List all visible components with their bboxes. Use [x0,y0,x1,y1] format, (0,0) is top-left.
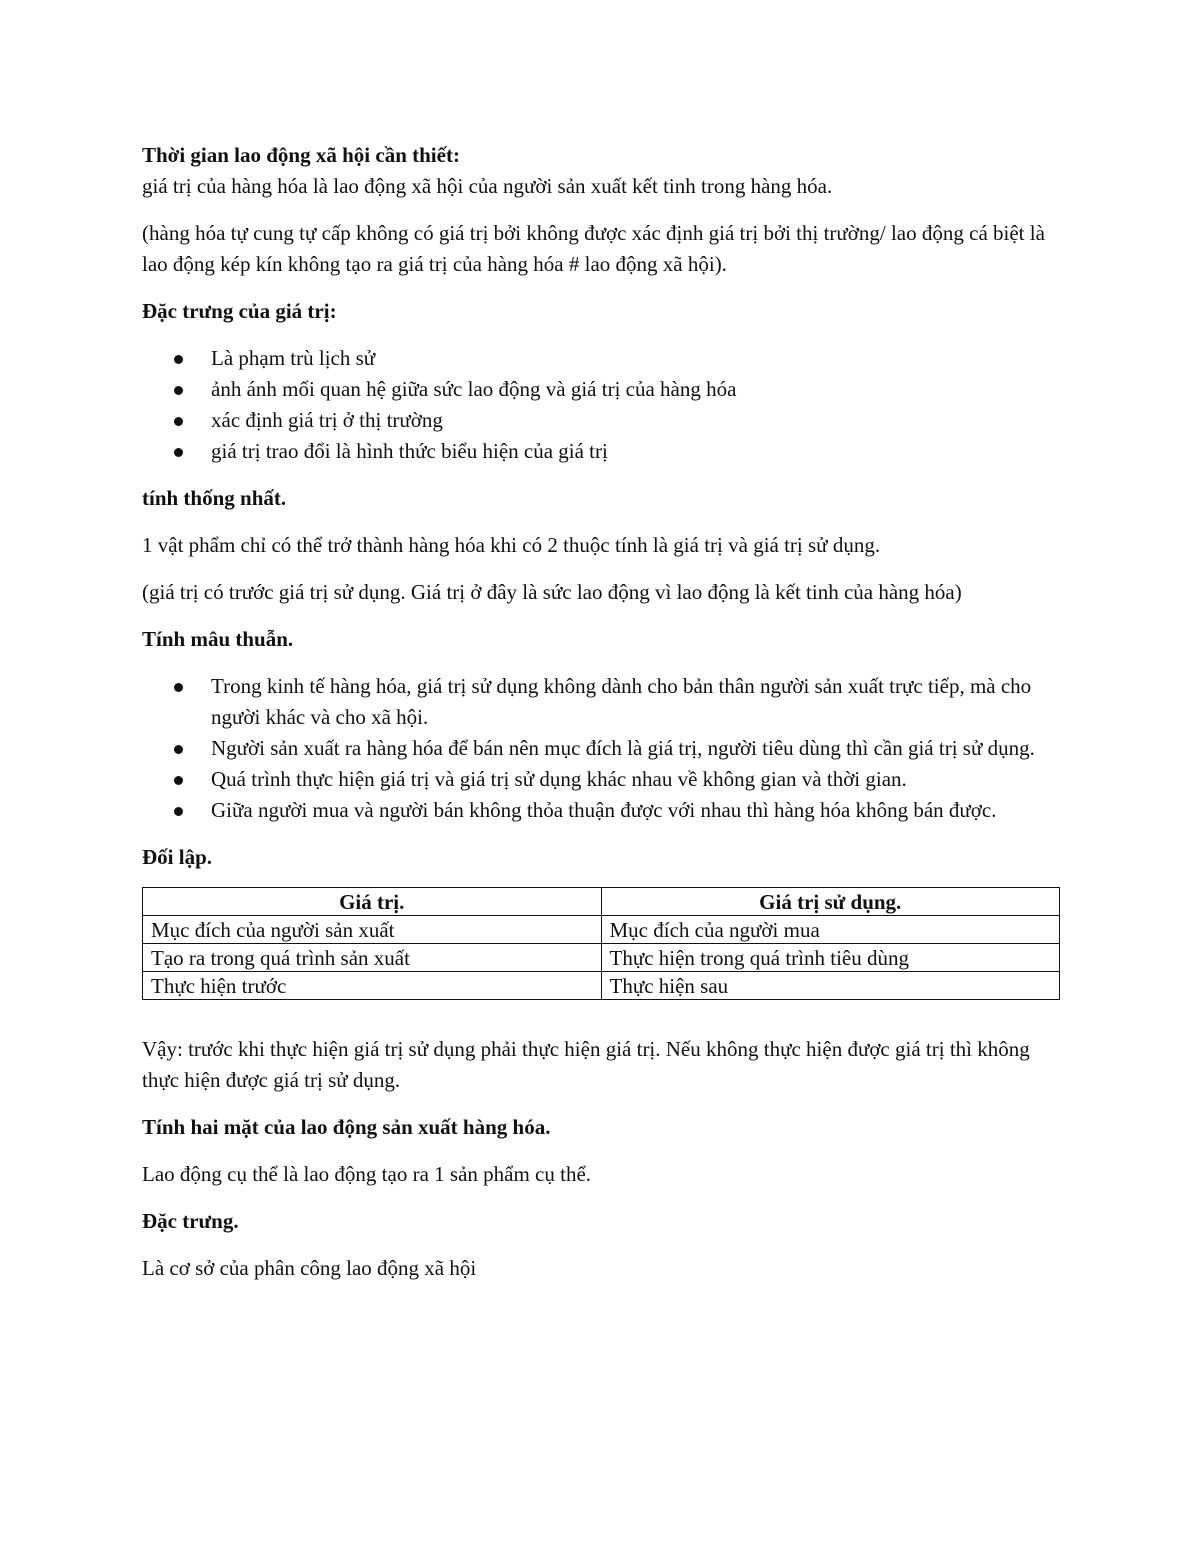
heading-tinh-thong-nhat: tính thống nhất. [142,486,287,510]
heading-dac-trung-gia-tri: Đặc trưng của giá trị: [142,299,337,323]
paragraph-vat-pham: 1 vật phẩm chỉ có thể trở thành hàng hóa khi có 2 thuộc tính là giá trị và giá trị sử dụng. [142,533,881,557]
heading-doi-lap: Đối lập. [142,845,213,869]
table-header-cell: Giá trị. [143,888,602,916]
table-cell: Mục đích của người mua [601,916,1060,944]
table-row [143,972,1060,1000]
heading-tinh-hai-mat: Tính hai mặt của lao động sản xuất hàng hóa. [142,1115,551,1139]
table-cell: Thực hiện trước [143,972,602,1000]
paragraph-hang-hoa-tu-cung: (hàng hóa tự cung tự cấp không có giá trị bởi không được xác định giá trị bởi thị trường/ lao động cá biệt là lao động kép kín không tạo ra giá trị của hàng hóa # lao động xã hội). [142,221,1045,276]
table-cell: Thực hiện trong quá trình tiêu dùng [601,944,1060,972]
document-page [142,140,1062,1284]
list-item: ảnh ánh mối quan hệ giữa sức lao động và giá trị của hàng hóa [211,374,1062,405]
table-row [143,916,1060,944]
table-header-row [143,888,1060,916]
table-header-cell: Giá trị sử dụng. [601,888,1060,916]
list-item: Giữa người mua và người bán không thỏa thuận được với nhau thì hàng hóa không bán được. [211,795,1062,826]
heading-tinh-mau-thuan: Tính mâu thuẫn. [142,627,294,651]
comparison-table [142,887,1060,1000]
list-item: Quá trình thực hiện giá trị và giá trị sử dụng khác nhau về không gian và thời gian. [211,764,1062,795]
list-item: Là phạm trù lịch sử [211,343,1062,374]
list-item: Người sản xuất ra hàng hóa để bán nên mục đích là giá trị, người tiêu dùng thì cần giá trị sử dụng. [211,733,1062,764]
paragraph-gia-tri-co-truoc: (giá trị có trước giá trị sử dụng. Giá trị ở đây là sức lao động vì lao động là kết tinh của hàng hóa) [142,580,962,604]
paragraph-lao-dong-cu-the: Lao động cụ thể là lao động tạo ra 1 sản phẩm cụ thể. [142,1162,592,1186]
list-tinh-mau-thuan [142,671,1062,826]
table-cell: Mục đích của người sản xuất [143,916,602,944]
list-item: Trong kinh tế hàng hóa, giá trị sử dụng không dành cho bản thân người sản xuất trực tiếp, mà cho người khác và cho xã hội. [211,671,1062,733]
list-item: xác định giá trị ở thị trường [211,405,1062,436]
paragraph-co-so-phan-cong: Là cơ sở của phân công lao động xã hội [142,1256,477,1280]
heading-thoi-gian-lao-dong: Thời gian lao động xã hội cần thiết: [142,143,460,167]
table-cell: Tạo ra trong quá trình sản xuất [143,944,602,972]
list-dac-trung-gia-tri [142,343,1062,467]
paragraph-vay: Vậy: trước khi thực hiện giá trị sử dụng phải thực hiện giá trị. Nếu không thực hiện được giá trị thì không thực hiện được giá trị sử dụng. [142,1037,1030,1092]
list-item: giá trị trao đổi là hình thức biểu hiện của giá trị [211,436,1062,467]
table-cell: Thực hiện sau [601,972,1060,1000]
table-row [143,944,1060,972]
paragraph-gia-tri-hang-hoa: giá trị của hàng hóa là lao động xã hội của người sản xuất kết tinh trong hàng hóa. [142,174,833,198]
heading-dac-trung: Đặc trưng. [142,1209,239,1233]
